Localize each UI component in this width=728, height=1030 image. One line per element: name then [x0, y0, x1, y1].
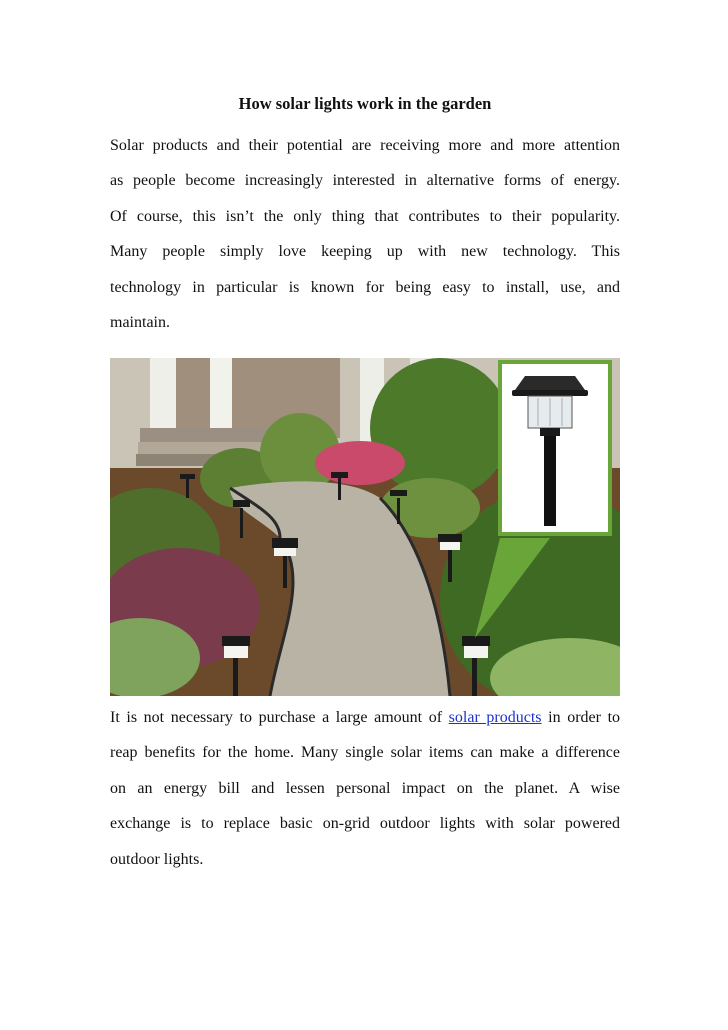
text-segment: It is not necessary to purchase a large amount of — [110, 709, 443, 726]
text-line: as people become increasingly interested in alternative forms of energy. — [110, 172, 620, 190]
text-line: Many people simply love keeping up with new technology. This — [110, 243, 620, 261]
text-line: technology in particular is known for being easy to install, use, and — [110, 278, 620, 296]
text-line: Solar products and their potential are receiving more and more attention — [110, 137, 620, 154]
paragraph-solar-products — [110, 700, 620, 877]
garden-solar-lights-photo — [110, 358, 620, 696]
solar-products-link[interactable]: solar products — [448, 709, 542, 726]
text-line: exchange is to replace basic on-grid outdoor lights with solar powered — [110, 815, 620, 833]
text-line: on an energy bill and lessen personal impact on the planet. A wise — [110, 779, 620, 797]
document-title: How solar lights work in the garden — [238, 94, 492, 113]
text-line: reap benefits for the home. Many single solar items can make a difference — [110, 744, 620, 762]
text-line: Of course, this isn’t the only thing that contributes to their popularity. — [110, 207, 620, 225]
text-line — [110, 700, 620, 735]
paragraph-intro — [110, 128, 620, 340]
text-line: maintain. — [110, 314, 170, 332]
text-segment: in order to — [548, 709, 621, 726]
text-line: outdoor lights. — [110, 850, 204, 868]
